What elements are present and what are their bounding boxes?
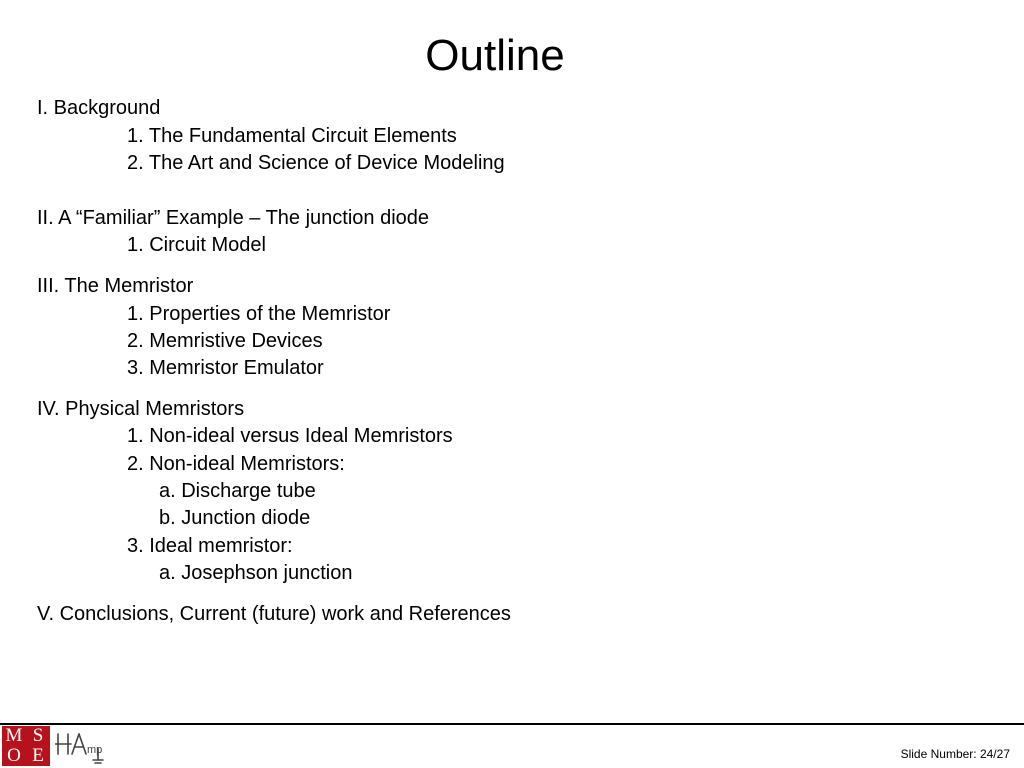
outline-subsubitem: b. Junction diode (159, 507, 311, 529)
msoe-logo-letter: S (32, 725, 44, 746)
msoe-logo-letter: E (32, 745, 44, 766)
outline-subitem: 1. Non-ideal versus Ideal Memristors (127, 425, 453, 447)
slide-title: Outline (425, 31, 565, 80)
outline-item: III. The Memristor (37, 275, 194, 297)
outline-subitem: 2. Non-ideal Memristors: (127, 453, 345, 475)
msoe-logo-letter: M (5, 725, 23, 746)
outline-subitem: 3. Memristor Emulator (127, 357, 324, 379)
outline-subitem: 2. Memristive Devices (127, 330, 323, 352)
outline-item: II. A “Familiar” Example – The junction diode (37, 207, 430, 229)
outline-subitem: 1. Circuit Model (127, 234, 266, 256)
outline-item: V. Conclusions, Current (future) work and References (37, 603, 511, 625)
outline-item: I. Background (37, 97, 161, 119)
msoe-logo (2, 726, 50, 766)
outline-subsubitem: a. Discharge tube (159, 480, 316, 502)
outline-subitem: 2. The Art and Science of Device Modeling (127, 152, 505, 174)
hamp-logo (55, 728, 111, 766)
msoe-logo-letter: O (7, 745, 21, 766)
outline-subitem: 1. Properties of the Memristor (127, 303, 391, 325)
footer-divider (0, 723, 1024, 725)
outline-subsubitem: a. Josephson junction (159, 562, 353, 584)
outline-subitem: 1. The Fundamental Circuit Elements (127, 125, 457, 147)
outline-item: IV. Physical Memristors (37, 398, 245, 420)
svg-text:mp: mp (87, 744, 103, 756)
outline-subitem: 3. Ideal memristor: (127, 535, 293, 557)
slide-number: Slide Number: 24/27 (900, 747, 1010, 761)
